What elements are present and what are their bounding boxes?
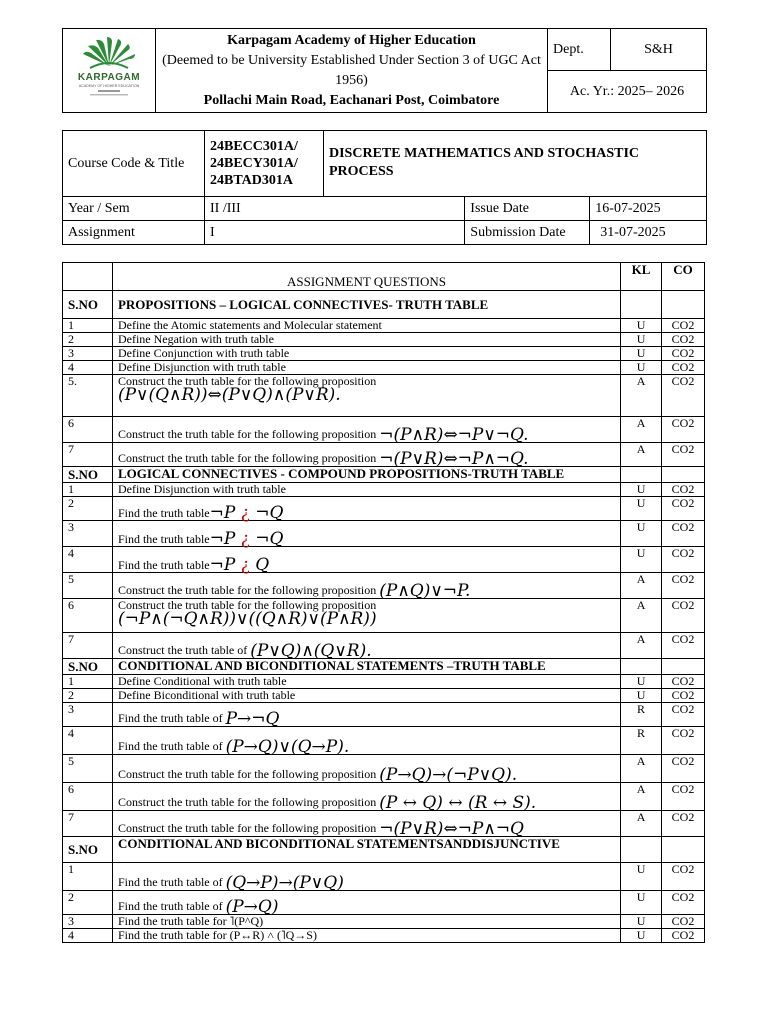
question-number: 5 — [63, 755, 113, 783]
section-co-blank — [662, 837, 705, 863]
issue-date-label: Issue Date — [465, 197, 590, 220]
question-math: ¬P ¿ Q — [209, 555, 270, 575]
question-row — [63, 755, 705, 783]
question-math: P→¬Q — [225, 709, 280, 729]
kl-value: A — [621, 783, 662, 811]
section-kl-blank — [621, 291, 662, 319]
question-text: Define Disjunction with truth table — [117, 360, 286, 374]
kl-value: A — [621, 755, 662, 783]
question-number: 2 — [63, 497, 113, 521]
question-row — [63, 497, 705, 521]
co-value: CO2 — [662, 361, 705, 375]
kl-value: U — [621, 347, 662, 361]
question-row — [63, 319, 705, 333]
question-text: Find the truth table of — [117, 739, 226, 754]
kl-value: A — [621, 417, 662, 443]
question-cell — [112, 891, 620, 915]
section-co-blank — [662, 659, 705, 675]
question-row — [63, 703, 705, 727]
co-value: CO2 — [662, 599, 705, 633]
kl-value: A — [621, 599, 662, 633]
issue-date-value: 16-07-2025 — [595, 200, 661, 216]
co-header: CO — [662, 263, 705, 291]
question-math: (¬P∧(¬Q∧R))∨((Q∧R)∨(P∧R)) — [117, 608, 377, 629]
question-number: 2 — [63, 891, 113, 915]
question-text: Find the truth table for ˥(P^Q) — [117, 914, 264, 928]
section-co-blank — [662, 467, 705, 483]
question-text: Construct the truth table for the following proposition — [117, 598, 377, 612]
assignment-questions-table — [62, 262, 705, 943]
question-row — [63, 863, 705, 891]
question-math: (Q→P)→(P∨Q) — [225, 873, 344, 893]
question-number: 1 — [63, 675, 113, 689]
question-cell — [112, 689, 620, 703]
course-code-label: Course Code & Title — [63, 131, 205, 197]
kl-value: U — [621, 319, 662, 333]
kl-value: U — [621, 689, 662, 703]
sno-label: S.NO — [63, 837, 113, 863]
course-codes — [205, 131, 324, 197]
question-text: Construct the truth table for the following proposition — [117, 427, 377, 442]
question-text: Define Conditional with truth table — [117, 674, 287, 688]
sno-label: S.NO — [63, 291, 113, 319]
kl-value: U — [621, 361, 662, 375]
question-number: 1 — [63, 319, 113, 333]
section-title: CONDITIONAL AND BICONDITIONAL STATEMENTS –TRUTH TABLE — [112, 659, 620, 675]
header-blank — [63, 263, 113, 291]
co-value: CO2 — [662, 929, 705, 943]
co-value: CO2 — [662, 497, 705, 521]
section-kl-blank — [621, 467, 662, 483]
sno-label: S.NO — [63, 659, 113, 675]
question-number: 2 — [63, 333, 113, 347]
logo-cell — [63, 29, 156, 113]
kl-value: U — [621, 333, 662, 347]
question-row — [63, 727, 705, 755]
kl-value: U — [621, 863, 662, 891]
kl-value: U — [621, 497, 662, 521]
course-code-2: 24BECY301A/ — [210, 156, 298, 171]
question-cell — [112, 483, 620, 497]
kl-value: U — [621, 929, 662, 943]
logo-subtext: ACADEMY OF HIGHER EDUCATION — [78, 84, 140, 88]
question-math: ¬(P∨R)⇔¬P∧¬Q — [379, 819, 524, 839]
question-text: Construct the truth table for the following proposition — [117, 821, 377, 836]
question-number: 6 — [63, 599, 113, 633]
question-math: (P∧Q)∨¬P. — [379, 581, 471, 601]
co-value: CO2 — [662, 443, 705, 467]
question-text: Construct the truth table of — [117, 643, 248, 658]
section-co-blank — [662, 291, 705, 319]
question-cell — [112, 443, 620, 467]
kl-value: U — [621, 521, 662, 547]
kl-value: R — [621, 703, 662, 727]
question-row — [63, 633, 705, 659]
co-value: CO2 — [662, 521, 705, 547]
year-sem-value: II /III — [205, 197, 465, 221]
section-kl-blank — [621, 837, 662, 863]
question-row — [63, 417, 705, 443]
co-value: CO2 — [662, 547, 705, 573]
question-number: 7 — [63, 811, 113, 837]
question-cell — [112, 347, 620, 361]
question-cell — [112, 633, 620, 659]
question-text: Find the truth table for (P↔R) ˄ (˥Q→S) — [117, 928, 317, 942]
co-value: CO2 — [662, 375, 705, 417]
question-math: ¬P ¿ ¬Q — [209, 503, 284, 523]
question-text: Define Conjunction with truth table — [117, 346, 290, 360]
question-row — [63, 811, 705, 837]
question-cell — [112, 547, 620, 573]
question-number: 3 — [63, 347, 113, 361]
question-number: 2 — [63, 689, 113, 703]
co-value: CO2 — [662, 689, 705, 703]
question-cell — [112, 755, 620, 783]
question-cell — [112, 497, 620, 521]
question-text: Define Negation with truth table — [117, 332, 274, 346]
question-math: (P→Q)→(¬P∨Q). — [379, 765, 518, 785]
kl-value: R — [621, 727, 662, 755]
question-number: 6 — [63, 783, 113, 811]
karpagam-logo-icon — [74, 36, 144, 100]
co-value: CO2 — [662, 347, 705, 361]
section-header — [63, 291, 705, 319]
question-cell — [112, 703, 620, 727]
kl-value: U — [621, 915, 662, 929]
co-value: CO2 — [662, 633, 705, 659]
question-number: 4 — [63, 547, 113, 573]
institution-address: Pollachi Main Road, Eachanari Post, Coimbatore — [203, 92, 500, 108]
question-number: 4 — [63, 361, 113, 375]
co-value: CO2 — [662, 703, 705, 727]
dept-value: S&H — [611, 29, 707, 71]
co-value: CO2 — [662, 783, 705, 811]
question-number: 7 — [63, 633, 113, 659]
question-cell — [112, 675, 620, 689]
question-cell — [112, 573, 620, 599]
co-value: CO2 — [662, 863, 705, 891]
kl-value: U — [621, 483, 662, 497]
question-number: 5 — [63, 573, 113, 599]
question-number: 4 — [63, 727, 113, 755]
question-number: 1 — [63, 863, 113, 891]
submission-date-label: Submission Date — [465, 221, 590, 244]
assignment-value: I — [205, 221, 465, 245]
question-number: 5. — [63, 375, 113, 417]
dept-label: Dept. — [548, 29, 611, 71]
question-row — [63, 547, 705, 573]
question-cell — [112, 783, 620, 811]
question-math: ¬(P∨R)⇔¬P∧¬Q. — [379, 449, 529, 469]
section-header — [63, 837, 705, 863]
question-number: 7 — [63, 443, 113, 467]
question-number: 3 — [63, 521, 113, 547]
question-number: 1 — [63, 483, 113, 497]
question-math: ¬P ¿ ¬Q — [209, 529, 284, 549]
co-value: CO2 — [662, 915, 705, 929]
co-value: CO2 — [662, 483, 705, 497]
question-cell — [112, 727, 620, 755]
question-row — [63, 521, 705, 547]
submission-date-cell — [465, 221, 707, 245]
question-text: Construct the truth table for the following proposition — [117, 583, 377, 598]
co-value: CO2 — [662, 755, 705, 783]
question-row — [63, 573, 705, 599]
question-text: Find the truth table of — [117, 711, 223, 726]
kl-value: A — [621, 443, 662, 467]
kl-value: U — [621, 675, 662, 689]
kl-value: U — [621, 547, 662, 573]
question-cell — [112, 863, 620, 891]
question-number: 6 — [63, 417, 113, 443]
question-row — [63, 443, 705, 467]
sno-label: S.NO — [63, 467, 113, 483]
co-value: CO2 — [662, 727, 705, 755]
question-number: 3 — [63, 703, 113, 727]
question-text: Define the Atomic statements and Molecular statement — [117, 318, 382, 332]
year-sem-label: Year / Sem — [63, 197, 205, 221]
kl-value: A — [621, 573, 662, 599]
kl-value: A — [621, 375, 662, 417]
question-math: (P∨Q)∧(Q∨R). — [250, 641, 372, 661]
course-title: DISCRETE MATHEMATICS AND STOCHASTIC PROCESS — [324, 131, 707, 197]
course-code-1: 24BECC301A/ — [210, 139, 298, 154]
course-code-3: 24BTAD301A — [210, 173, 293, 188]
question-text: Construct the truth table for the following proposition — [117, 374, 377, 388]
submission-date-value: 31-07-2025 — [600, 224, 666, 240]
issue-date-cell — [465, 197, 707, 221]
institution-info — [156, 29, 548, 113]
questions-title: ASSIGNMENT QUESTIONS — [112, 263, 620, 291]
course-info-table — [62, 130, 707, 245]
question-text: Find the truth table — [117, 506, 210, 520]
question-row — [63, 333, 705, 347]
question-math: (P→Q) — [225, 897, 279, 917]
question-math: (P ↔ Q) ↔ (R ↔ S). — [379, 793, 537, 813]
question-text: Construct the truth table for the following proposition — [117, 451, 377, 466]
assignment-label: Assignment — [63, 221, 205, 245]
question-row — [63, 929, 705, 943]
question-text: Find the truth table — [117, 558, 210, 572]
question-math: (P∨(Q∧R))⇔(P∨Q)∧(P∨R). — [117, 384, 341, 405]
question-row — [63, 375, 705, 417]
section-title: CONDITIONAL AND BICONDITIONAL STATEMENTSANDDISJUNCTIVE — [112, 837, 620, 863]
deemed-line: (Deemed to be University Established Under Section 3 of UGC Act 1956) — [162, 52, 541, 88]
institution-name: Karpagam Academy of Higher Education — [227, 32, 476, 48]
question-math: ¬(P∧R)⇔¬P∨¬Q. — [379, 425, 529, 445]
question-text: Find the truth table — [117, 532, 210, 546]
question-cell — [112, 417, 620, 443]
co-value: CO2 — [662, 811, 705, 837]
section-title: LOGICAL CONNECTIVES - COMPOUND PROPOSITIONS-TRUTH TABLE — [112, 467, 620, 483]
question-cell — [112, 929, 620, 943]
co-value: CO2 — [662, 417, 705, 443]
section-header — [63, 467, 705, 483]
question-row — [63, 599, 705, 633]
institution-header — [62, 28, 707, 113]
co-value: CO2 — [662, 319, 705, 333]
question-row — [63, 915, 705, 929]
question-cell — [112, 375, 620, 417]
question-row — [63, 783, 705, 811]
question-math: (P→Q)∨(Q→P). — [225, 737, 350, 757]
question-number: 4 — [63, 929, 113, 943]
kl-value: U — [621, 891, 662, 915]
question-text: Define Biconditional with truth table — [117, 688, 296, 702]
question-row — [63, 891, 705, 915]
kl-value: A — [621, 633, 662, 659]
question-row — [63, 361, 705, 375]
question-text: Define Disjunction with truth table — [117, 482, 286, 496]
logo-wordmark: KARPAGAM — [77, 72, 141, 83]
question-text: Construct the truth table for the following proposition — [117, 767, 377, 782]
kl-value: A — [621, 811, 662, 837]
question-number: 3 — [63, 915, 113, 929]
academic-year: Ac. Yr.: 2025– 2026 — [548, 71, 707, 113]
co-value: CO2 — [662, 675, 705, 689]
question-text: Find the truth table of — [117, 875, 226, 890]
question-cell — [112, 521, 620, 547]
question-row — [63, 347, 705, 361]
section-title: PROPOSITIONS – LOGICAL CONNECTIVES- TRUTH TABLE — [112, 291, 620, 319]
question-cell — [112, 599, 620, 633]
question-text: Find the truth table of — [117, 899, 223, 914]
question-row — [63, 675, 705, 689]
question-row — [63, 483, 705, 497]
question-cell — [112, 915, 620, 929]
question-text: Construct the truth table for the following proposition — [117, 795, 377, 810]
question-cell — [112, 361, 620, 375]
section-header — [63, 659, 705, 675]
section-kl-blank — [621, 659, 662, 675]
question-cell — [112, 319, 620, 333]
co-value: CO2 — [662, 573, 705, 599]
kl-header: KL — [621, 263, 662, 291]
question-cell — [112, 333, 620, 347]
co-value: CO2 — [662, 333, 705, 347]
question-row — [63, 689, 705, 703]
question-cell — [112, 811, 620, 837]
co-value: CO2 — [662, 891, 705, 915]
